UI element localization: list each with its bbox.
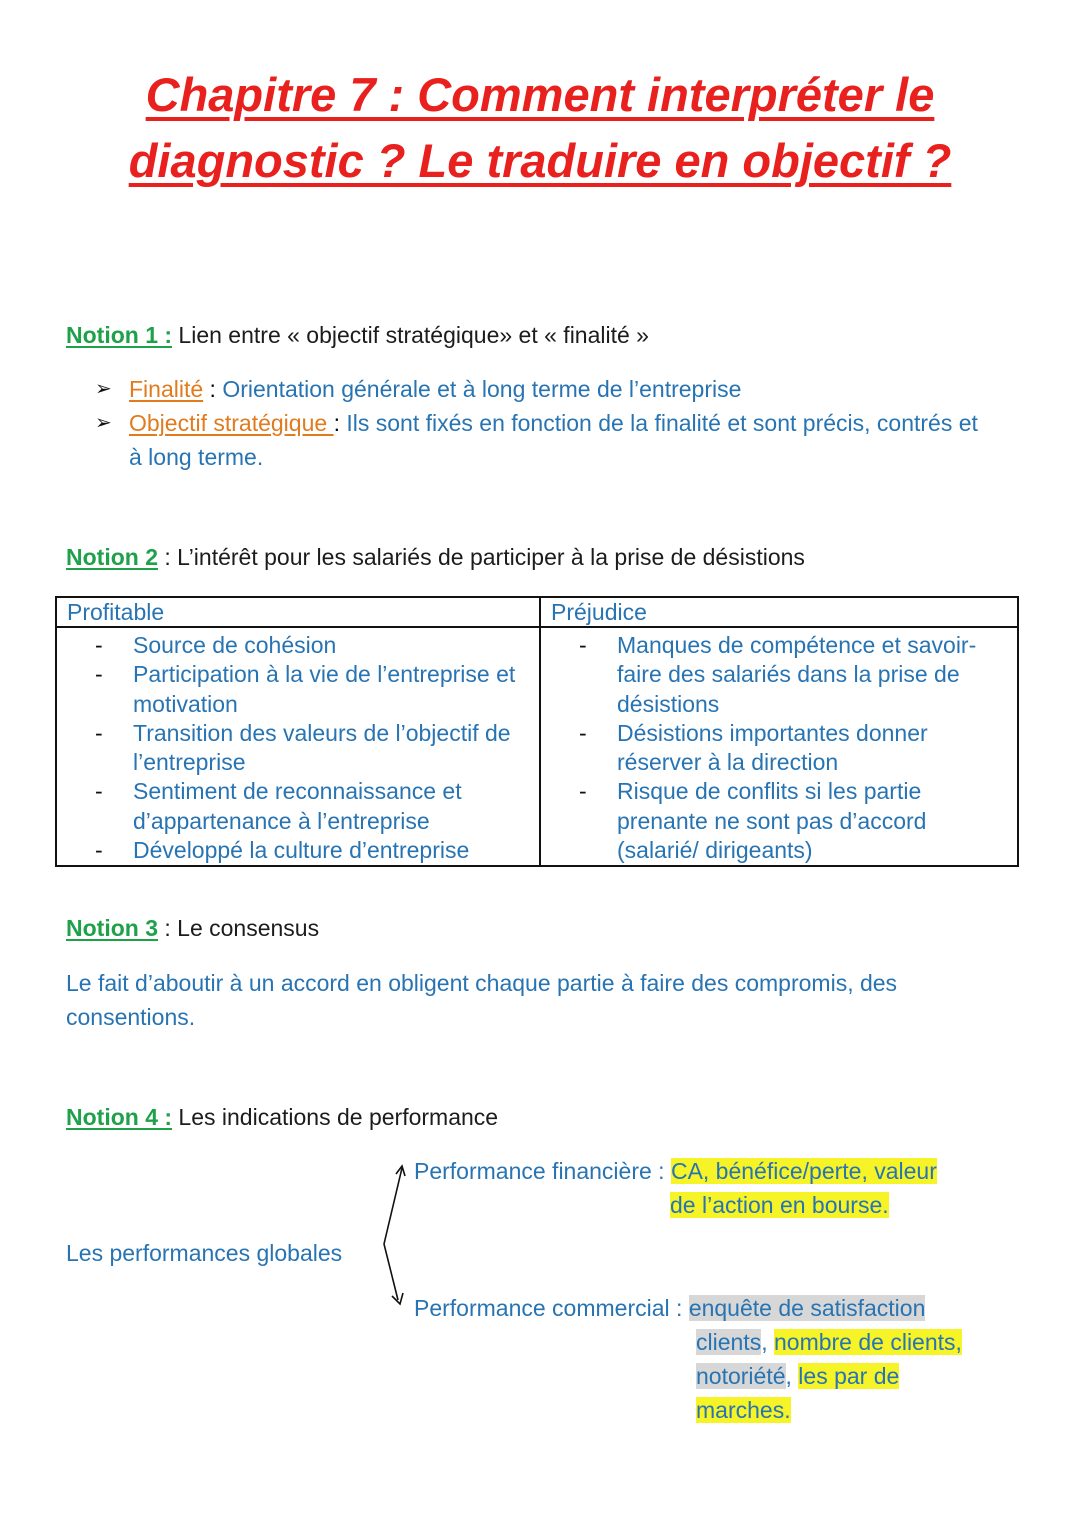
- list-item: - Risque de conflits si les partie prenante ne sont pas d’accord (salarié/ dirigeants): [579, 778, 927, 864]
- notion-4-label: Notion 4 :: [66, 1104, 173, 1130]
- financial-performance: [414, 1154, 1014, 1222]
- branch-line: [384, 1168, 402, 1300]
- list-item: - Désistions importantes donner réserver à la direction: [579, 719, 928, 776]
- financial-indicators-line-1: CA, bénéfice/perte, valeur: [670, 1158, 937, 1184]
- financial-indicators-line-2: de l’action en bourse.: [670, 1192, 889, 1218]
- consensus-definition: Le fait d’aboutir à un accord en obligent chaque partie à faire des compromis, des consentions.: [66, 970, 898, 1030]
- indicator-market-share: les par de: [798, 1363, 900, 1389]
- notion-4-heading: [66, 1104, 498, 1131]
- notion-3-text: : Le consensus: [158, 915, 320, 941]
- notion-3-heading: [66, 915, 319, 942]
- profitable-cell: [56, 627, 540, 866]
- financial-performance-label: Performance financière :: [414, 1158, 671, 1184]
- commercial-performance: Performance commercial : enquête de satisfaction clients, nombre de clients, notoriété, les par de marches.: [414, 1295, 962, 1423]
- notion-3-label: Notion 3: [66, 915, 158, 941]
- indicator-satisfaction: enquête de satisfaction: [688, 1295, 926, 1321]
- notion-1-heading: [66, 322, 649, 349]
- notion-2-text: : L’intérêt pour les salariés de participer à la prise de désistions: [158, 544, 805, 570]
- term-separator: :: [203, 376, 223, 402]
- list-item: - Développé la culture d’entreprise: [95, 837, 470, 864]
- column-header-profitable: Profitable: [56, 597, 540, 627]
- indicator-satisfaction-clients: clients: [696, 1329, 762, 1355]
- commercial-performance-label: Performance commercial :: [414, 1295, 689, 1321]
- list-item: - Participation à la vie de l’entreprise et motivation: [95, 661, 516, 717]
- indicator-market-share-end: marches.: [696, 1397, 791, 1423]
- notion-1-list: [95, 372, 995, 474]
- list-item: - Sentiment de reconnaissance et d’appartenance à l’entreprise: [95, 778, 462, 834]
- definition-objectif-strategique: Ils sont fixés en fonction de la finalité et sont précis, contrés et à long terme.: [129, 410, 978, 470]
- term-finalite: Finalité: [129, 376, 204, 402]
- indicator-notoriety: notoriété: [696, 1363, 786, 1389]
- pros-cons-table: [55, 596, 1019, 867]
- notion-1-label: Notion 1 :: [66, 322, 173, 348]
- branch-arrows: [376, 1160, 416, 1310]
- performance-root-label: Les performances globales: [66, 1240, 343, 1266]
- arrow-bullet-icon: ➢: [95, 378, 112, 400]
- term-separator: :: [333, 410, 347, 436]
- term-objectif-strategique: Objectif stratégique: [129, 410, 334, 436]
- arrow-bullet-icon: ➢: [95, 412, 112, 434]
- page-title: [60, 62, 1020, 194]
- notion-2-heading: [66, 544, 805, 571]
- list-item: [95, 406, 995, 474]
- list-item: - Transition des valeurs de l’objectif de l’entreprise: [95, 719, 511, 776]
- notion-2-label: Notion 2: [66, 544, 158, 570]
- list-item: [95, 372, 995, 406]
- prejudice-cell: [540, 627, 1018, 866]
- list-item: - Manques de compétence et savoir-faire des salariés dans la prise de désistions: [579, 632, 977, 717]
- notion-1-text: Lien entre « objectif stratégique» et « finalité »: [172, 322, 649, 348]
- indicator-client-count: nombre de clients,: [773, 1329, 962, 1355]
- definition-finalite: Orientation générale et à long terme de l’entreprise: [222, 376, 742, 402]
- column-header-prejudice: Préjudice: [540, 597, 1018, 627]
- notion-4-text: Les indications de performance: [172, 1104, 499, 1130]
- list-item: - Source de cohésion: [95, 632, 337, 658]
- page-title-line-2: diagnostic ? Le traduire en objectif ?: [128, 134, 952, 187]
- page-title-line-1: Chapitre 7 : Comment interpréter le: [145, 68, 935, 121]
